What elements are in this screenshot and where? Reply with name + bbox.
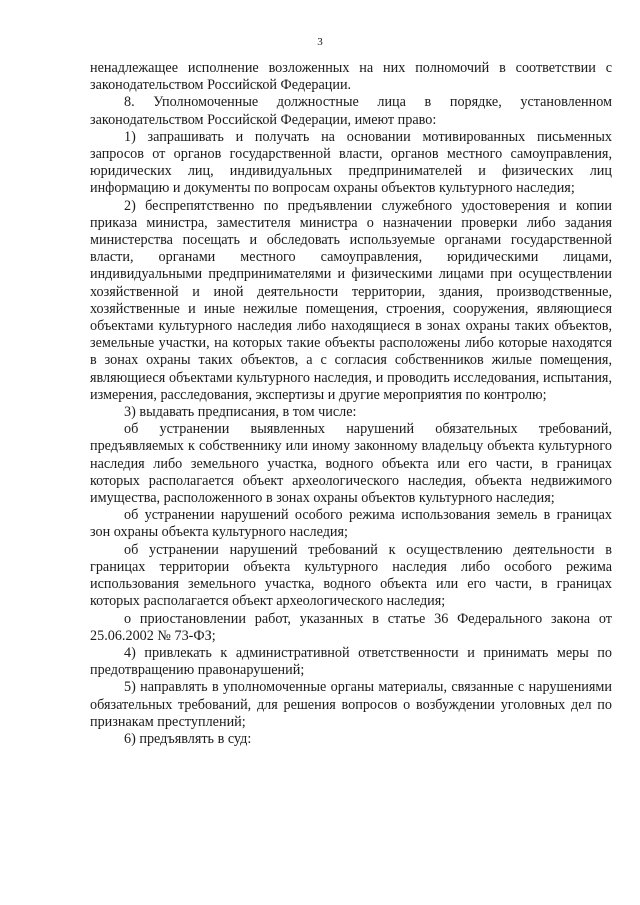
paragraph-clause-8: 8. Уполномоченные должностные лица в порядке, установленном законодательством Российской Федерации, имеют право: bbox=[90, 94, 612, 128]
paragraph-item-5: 5) направлять в уполномоченные органы материалы, связанные с нарушениями обязательных требований, для решения вопросов о возбуждении уголовных дел по признакам преступлений; bbox=[90, 679, 612, 730]
paragraph-item-1: 1) запрашивать и получать на основании мотивированных письменных запросов от органов государственной власти, органов местного самоуправления, юридических лиц, индивидуальных предпринимателей и физических лиц информацию и документы по вопросам охраны объектов культурного наследия; bbox=[90, 128, 612, 197]
document-body bbox=[90, 60, 612, 748]
paragraph-subitem-3: об устранении нарушений требований к осуществлению деятельности в границах территории объекта культурного наследия либо особого режима использования земельного участка, водного объекта или его части, в границах которых располагается объект археологического наследия; bbox=[90, 541, 612, 610]
paragraph-item-6: 6) предъявлять в суд: bbox=[124, 730, 252, 747]
paragraph-subitem-2: об устранении нарушений особого режима использования земель в границах зон охраны объекта культурного наследия; bbox=[90, 507, 612, 541]
paragraph-item-4: 4) привлекать к административной ответственности и принимать меры по предотвращению правонарушений; bbox=[90, 644, 612, 679]
paragraph-item-3: 3) выдавать предписания, в том числе: bbox=[124, 404, 357, 421]
paragraph-continuation: ненадлежащее исполнение возложенных на них полномочий в соответствии с законодательством Российской Федерации. bbox=[90, 60, 612, 94]
paragraph-item-2: 2) беспрепятственно по предъявлении служебного удостоверения и копии приказа министра, заместителя министра о назначении проверки либо задания министерства посещать и обследовать используемые органами государственной власти, органами местного самоуправления, юридическими лицами, индивидуальными предпринимателями и физическими лицами при осуществлении хозяйственной и иной деятельности территории, здания, производственные, хозяйственные и иные нежилые помещения, строения, сооружения, являющиеся объектами культурного наследия либо находящиеся в зонах охраны таких объектов, земельные участки, на которых такие объекты расположены либо которые находятся в зонах охраны таких объектов, а с согласия собственников жилые помещения, являющиеся объектами культурного наследия, и проводить исследования, испытания, измерения, расследования, экспертизы и другие мероприятия по контролю; bbox=[90, 197, 612, 403]
paragraph-subitem-4: о приостановлении работ, указанных в статье 36 Федерального закона от 25.06.2002 № 73-ФЗ; bbox=[90, 610, 612, 644]
paragraph-subitem-1: об устранении выявленных нарушений обязательных требований, предъявляемых к собственнику или иному законному владельцу объекта культурного наследия либо земельного участка, водного объекта или его части, в границах которых располагается объект археологического наследия, объекта недвижимого имущества, расположенного в зонах охраны объектов культурного наследия; bbox=[90, 421, 612, 507]
page-number: 3 bbox=[317, 36, 323, 48]
